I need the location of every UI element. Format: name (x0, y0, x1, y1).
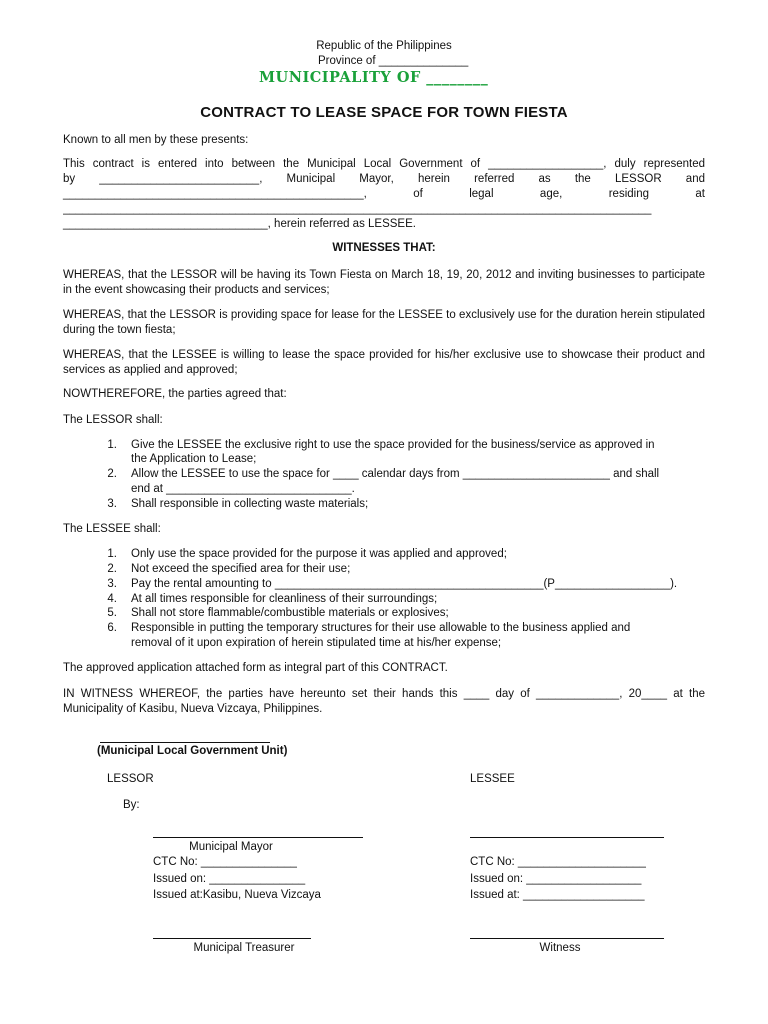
lessee-shall-heading: The LESSEE shall: (63, 523, 161, 535)
witness-whereof-line2: Municipality of Kasibu, Nueva Vizcaya, Philippines. (63, 703, 323, 715)
list-number: 1. (107, 548, 117, 560)
issued-on-left: Issued on: _______________ (153, 873, 306, 885)
list-number: 1. (107, 439, 117, 451)
issued-at-right: Issued at: ___________________ (470, 889, 645, 901)
mlgu-label: (Municipal Local Government Unit) (97, 745, 288, 757)
contract-para-line2: by _________________________, Municipal Mayor, herein referred as the LESSOR and (63, 173, 705, 185)
list-item-continued: the Application to Lease; (131, 453, 257, 465)
contract-para-line1: This contract is entered into between the Municipal Local Government of __________________, duly represented (63, 158, 705, 170)
list-item: Shall not store flammable/combustible materials or explosives; (131, 607, 449, 619)
lessee-label: LESSEE (470, 773, 515, 785)
mayor-signature-line (153, 837, 363, 838)
witness-signature-line (470, 938, 664, 939)
contract-para-line4: ____________________________________________________________________________________________ (63, 203, 652, 215)
lessee-signature-line (470, 837, 664, 838)
mayor-label: Municipal Mayor (189, 841, 273, 853)
whereas-clause-2: WHEREAS, that the LESSOR is providing space for lease for the LESSEE to exclusively use for the duration herein stipulated during the town fiesta; (63, 309, 705, 336)
list-item: Not exceed the specified area for their use; (131, 563, 351, 575)
witness-whereof-line1: IN WITNESS WHEREOF, the parties have hereunto set their hands this ____ day of _____________, 20____ at the (63, 688, 705, 700)
treasurer-label: Municipal Treasurer (193, 942, 295, 954)
lessor-label: LESSOR (107, 773, 154, 785)
list-number: 5. (107, 607, 117, 619)
witness-label: Witness (539, 942, 581, 954)
list-item: Allow the LESSEE to use the space for ____ calendar days from _______________________ and shall (131, 468, 660, 480)
list-number: 2. (107, 468, 117, 480)
list-item-continued: removal of it upon expiration of herein stipulated time at his/her expense; (131, 637, 502, 649)
whereas-clause-1: WHEREAS, that the LESSOR will be having its Town Fiesta on March 18, 19, 20, 2012 and inviting businesses to participate in the event showcasing their products and services; (63, 269, 705, 296)
list-item: Only use the space provided for the purpose it was applied and approved; (131, 548, 507, 560)
contract-para-line5: ________________________________, herein referred as LESSEE. (63, 218, 416, 230)
province-line: Province of ______________ (318, 55, 469, 67)
list-number: 2. (107, 563, 117, 575)
contract-title: CONTRACT TO LEASE SPACE FOR TOWN FIESTA (200, 104, 568, 121)
ctc-no-right: CTC No: ____________________ (470, 856, 646, 868)
whereas-clause-3: WHEREAS, that the LESSEE is willing to lease the space provided for his/her exclusive use to showcase their product and services as applied and approved; (63, 349, 705, 376)
list-item: Shall responsible in collecting waste materials; (131, 498, 369, 510)
list-item: Give the LESSEE the exclusive right to use the space provided for the business/service as approved in (131, 439, 655, 451)
approved-application-text: The approved application attached form as integral part of this CONTRACT. (63, 662, 448, 674)
witnesses-heading: WITNESSES THAT: (332, 242, 436, 254)
intro-text: Known to all men by these presents: (63, 134, 249, 146)
list-number: 3. (107, 498, 117, 510)
mlgu-signature-line (100, 742, 270, 743)
list-item-continued: end at _____________________________. (131, 483, 355, 495)
list-number: 3. (107, 578, 117, 590)
list-item: At all times responsible for cleanliness of their surroundings; (131, 593, 438, 605)
ctc-no-left: CTC No: _______________ (153, 856, 297, 868)
municipality-heading: MUNICIPALITY OF ________ (259, 69, 489, 86)
list-number: 4. (107, 593, 117, 605)
now-therefore-text: NOWTHEREFORE, the parties agreed that: (63, 388, 287, 400)
issued-on-right: Issued on: __________________ (470, 873, 642, 885)
list-item: Responsible in putting the temporary structures for their use allowable to the business applied and (131, 622, 631, 634)
list-number: 6. (107, 622, 117, 634)
lessor-shall-heading: The LESSOR shall: (63, 414, 163, 426)
list-item: Pay the rental amounting to __________________________________________(P__________________). (131, 578, 678, 590)
by-label: By: (123, 799, 140, 811)
treasurer-signature-line (153, 938, 311, 939)
contract-para-line3: _______________________________________________, of legal age, residing at (63, 188, 705, 200)
issued-at-left: Issued at:Kasibu, Nueva Vizcaya (153, 889, 321, 901)
republic-line: Republic of the Philippines (316, 40, 452, 52)
